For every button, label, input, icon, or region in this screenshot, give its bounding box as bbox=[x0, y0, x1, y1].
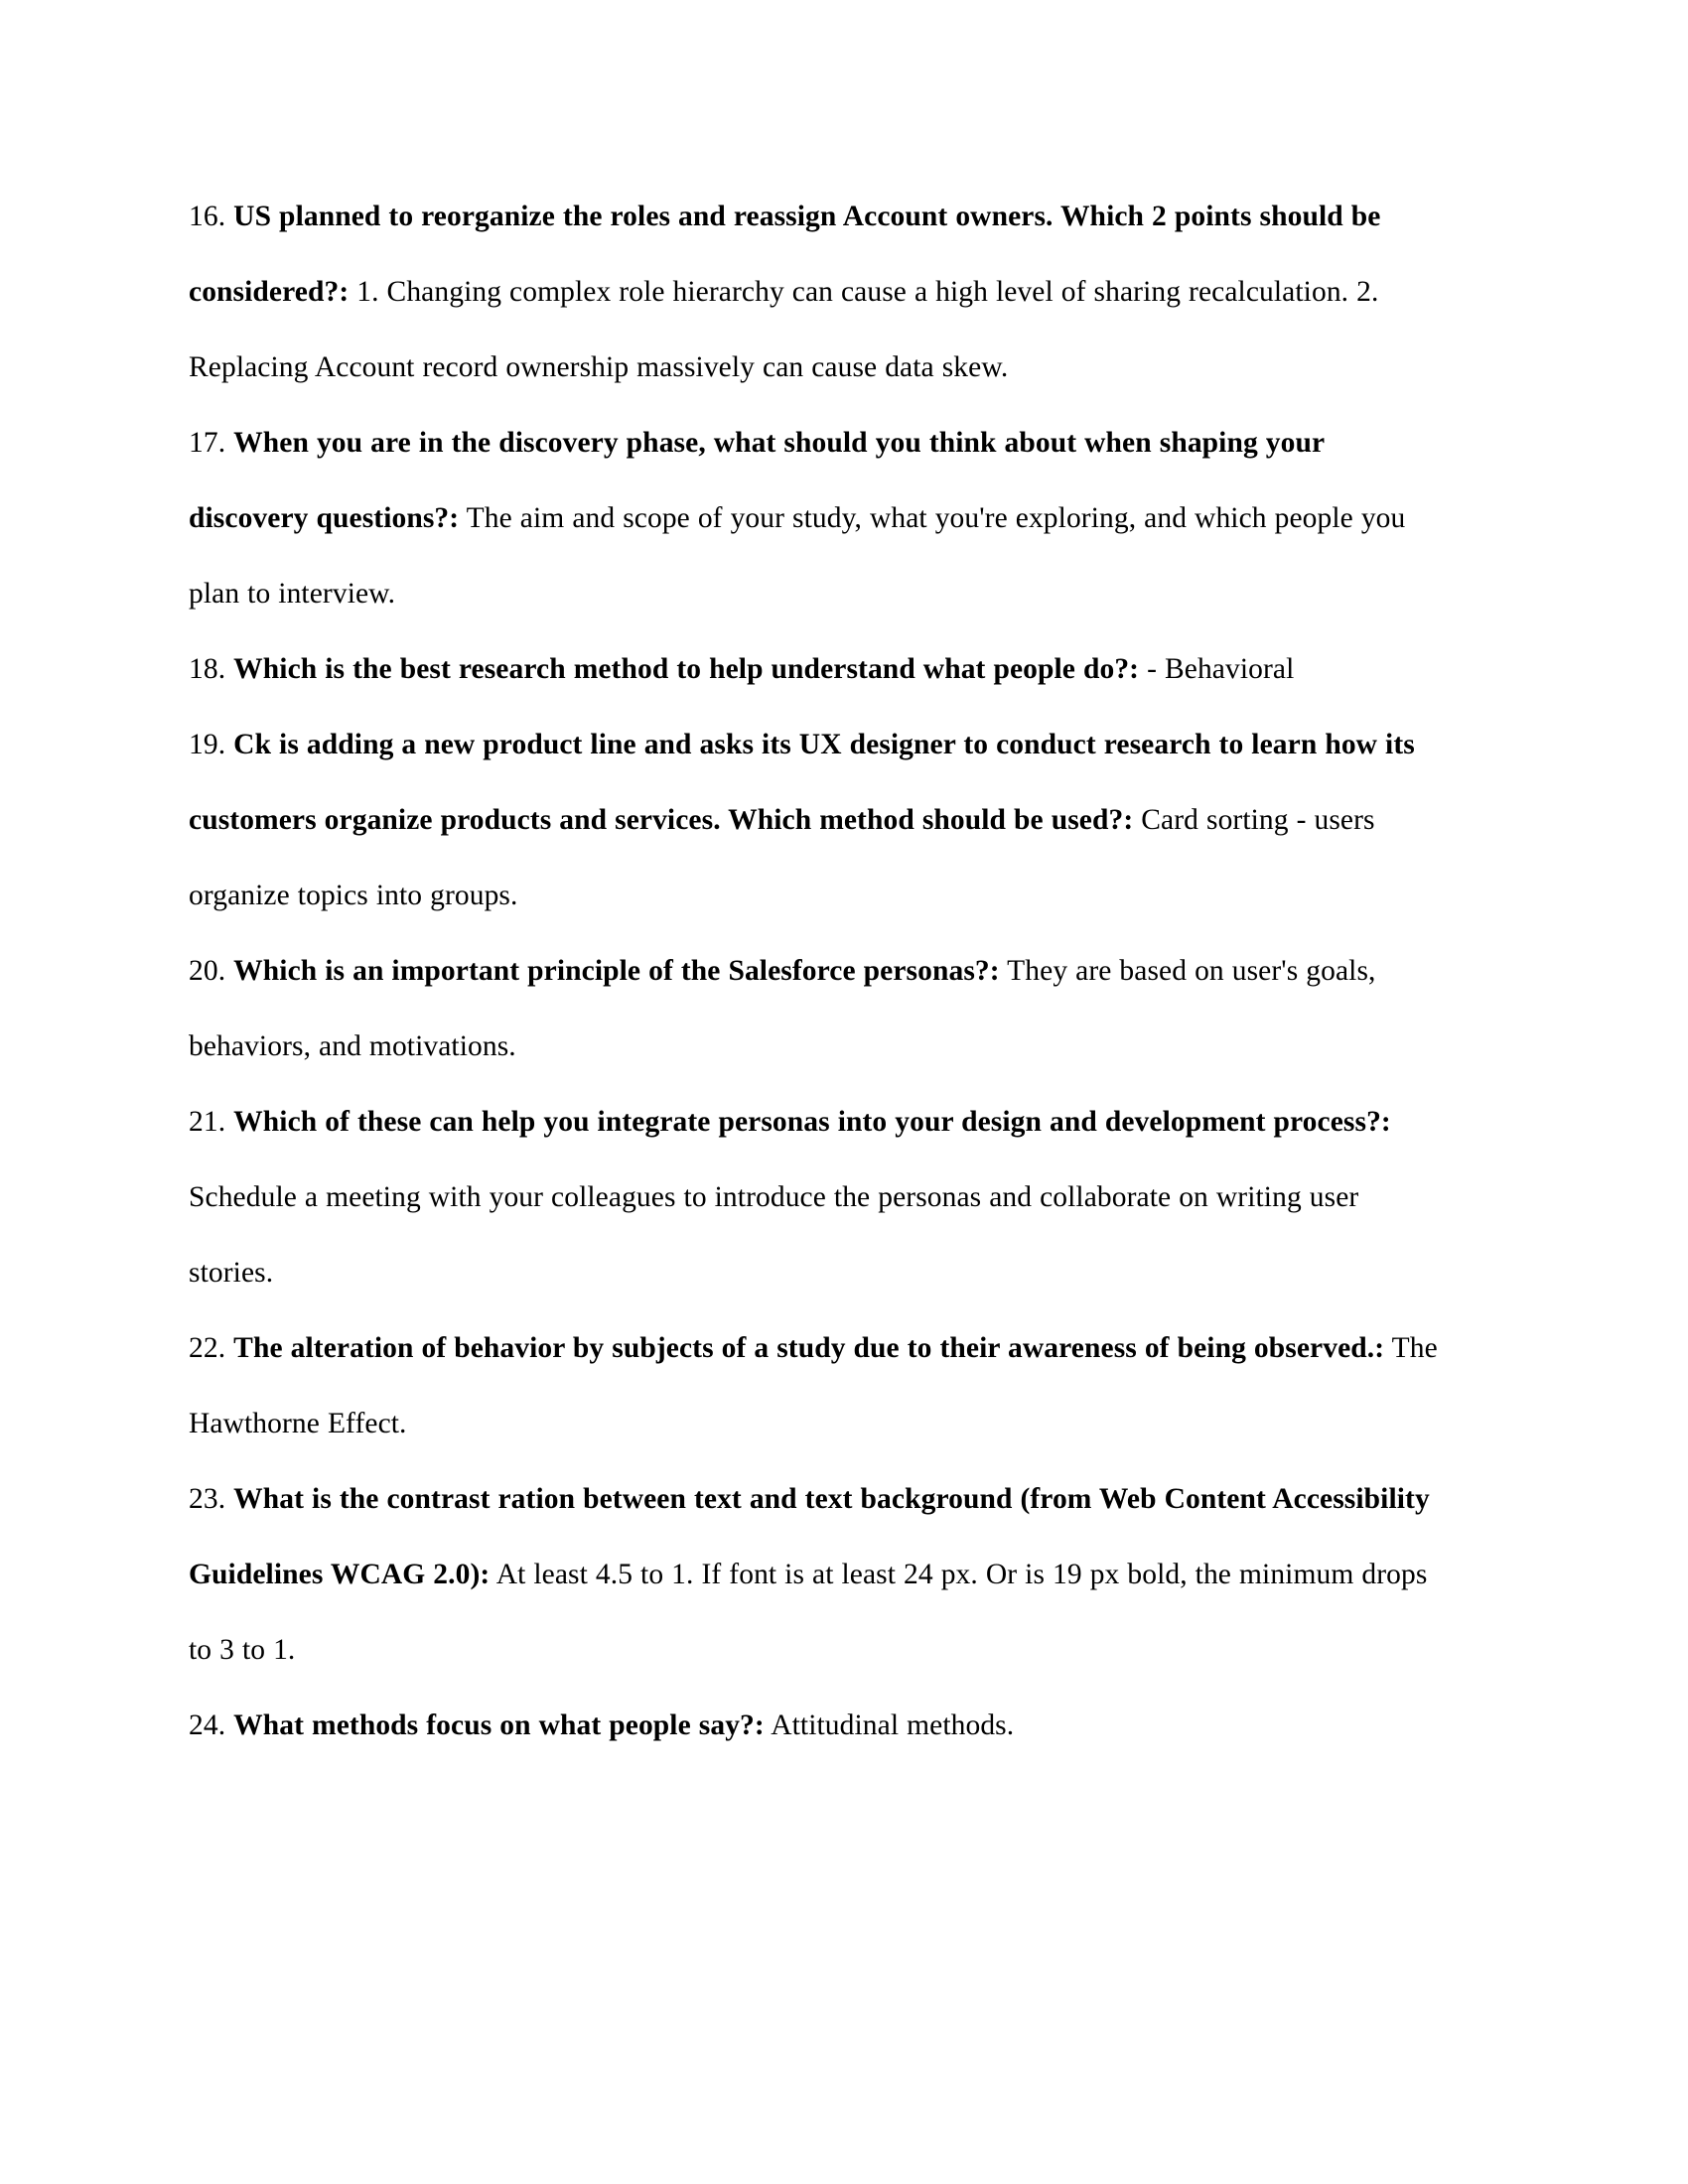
qa-answer: They are based on user's goals, behaviors, and motivations. bbox=[189, 955, 1376, 1062]
qa-item-17 bbox=[189, 405, 1450, 631]
qa-answer: Attitudinal methods. bbox=[771, 1709, 1015, 1741]
qa-item-24 bbox=[189, 1688, 1450, 1763]
qa-question: Which of these can help you integrate personas into your design and development process?: bbox=[233, 1106, 1391, 1138]
qa-answer: At least 4.5 to 1. If font is at least 24 px. Or is 19 px bold, the minimum drops to 3 to 1. bbox=[189, 1559, 1428, 1666]
qa-question: What is the contrast ration between text and text background (from Web Content Accessibility Guidelines WCAG 2.0): bbox=[189, 1483, 1430, 1590]
qa-number: 21. bbox=[189, 1106, 226, 1138]
qa-answer: The Hawthorne Effect. bbox=[189, 1332, 1438, 1439]
qa-item-16 bbox=[189, 179, 1450, 405]
qa-item-19 bbox=[189, 707, 1450, 933]
qa-question: Which is the best research method to help understand what people do?: bbox=[233, 653, 1140, 685]
qa-list bbox=[189, 179, 1450, 1763]
qa-question: US planned to reorganize the roles and reassign Account owners. Which 2 points should be considered?: bbox=[189, 201, 1381, 308]
qa-number: 24. bbox=[189, 1709, 226, 1741]
qa-question: Ck is adding a new product line and asks its UX designer to conduct research to learn how its customers organize products and services. Which method should be used?: bbox=[189, 729, 1415, 836]
qa-item-22 bbox=[189, 1310, 1450, 1461]
qa-number: 19. bbox=[189, 729, 226, 760]
qa-answer: Schedule a meeting with your colleagues to introduce the personas and collaborate on writing user stories. bbox=[189, 1181, 1359, 1289]
qa-item-21 bbox=[189, 1084, 1450, 1310]
qa-number: 20. bbox=[189, 955, 226, 987]
qa-question: When you are in the discovery phase, what should you think about when shaping your discovery questions?: bbox=[189, 427, 1325, 534]
qa-item-20 bbox=[189, 933, 1450, 1084]
qa-number: 23. bbox=[189, 1483, 226, 1515]
qa-answer: 1. Changing complex role hierarchy can cause a high level of sharing recalculation. 2. Replacing Account record ownership massively can cause data skew. bbox=[189, 276, 1379, 383]
qa-number: 17. bbox=[189, 427, 226, 459]
qa-answer: Card sorting - users organize topics into groups. bbox=[189, 804, 1375, 911]
qa-answer: - Behavioral bbox=[1147, 653, 1295, 685]
qa-item-23 bbox=[189, 1461, 1450, 1688]
qa-question: Which is an important principle of the Salesforce personas?: bbox=[233, 955, 1000, 987]
qa-number: 18. bbox=[189, 653, 226, 685]
qa-number: 22. bbox=[189, 1332, 226, 1364]
qa-item-18 bbox=[189, 631, 1450, 707]
qa-answer: The aim and scope of your study, what you're exploring, and which people you plan to interview. bbox=[189, 502, 1406, 610]
qa-question: The alteration of behavior by subjects of a study due to their awareness of being observed.: bbox=[233, 1332, 1385, 1364]
qa-question: What methods focus on what people say?: bbox=[233, 1709, 765, 1741]
qa-number: 16. bbox=[189, 201, 226, 232]
